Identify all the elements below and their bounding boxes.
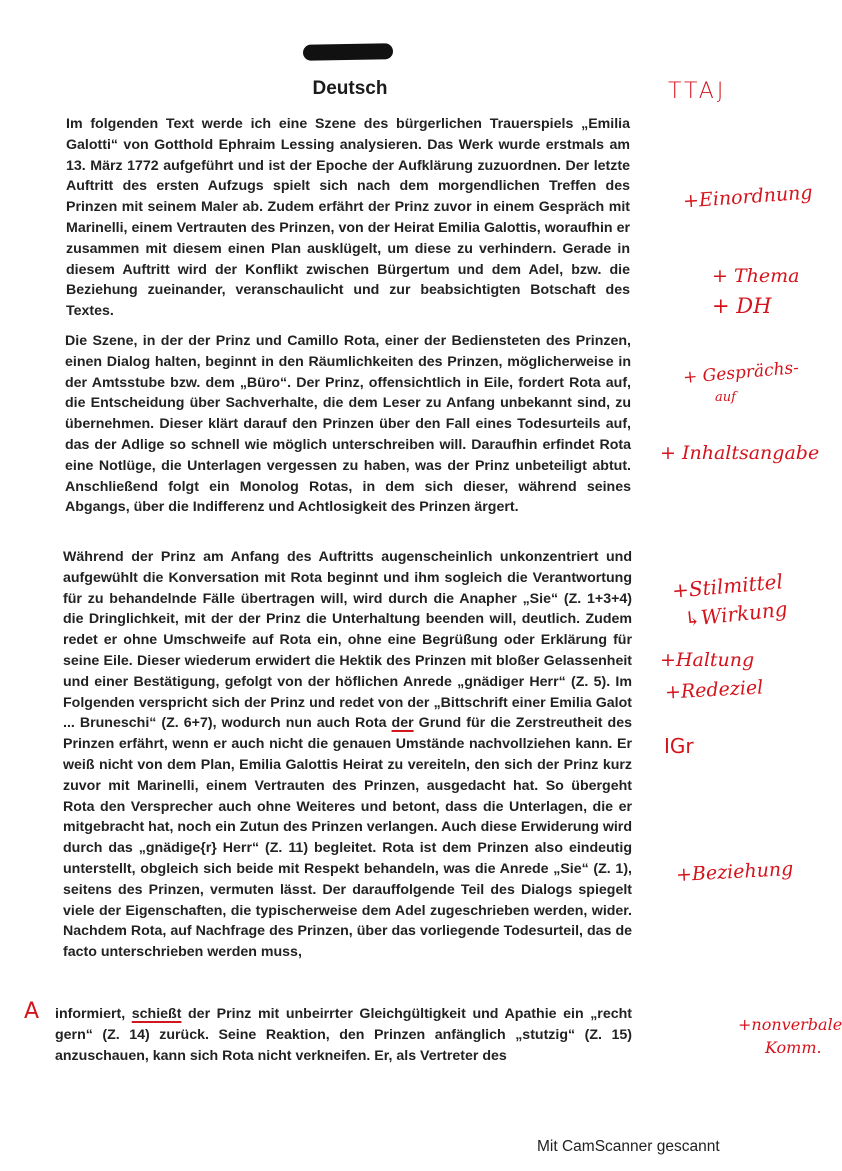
paragraph-analysis xyxy=(63,547,632,963)
margin-note-wirkung: ↳Wirkung xyxy=(682,596,789,632)
margin-note-ttaj: TTAJ xyxy=(668,79,727,104)
margin-note-nonverbale: +nonverbale xyxy=(738,1015,842,1034)
underlined-word-der: der xyxy=(391,715,414,732)
margin-note-dh: + DH xyxy=(712,294,772,318)
margin-note-stilmittel: +Stilmittel xyxy=(671,569,784,603)
paragraph-introduction: Im folgenden Text werde ich eine Szene des bürgerlichen Trauerspiels „Emilia Galotti“ von Gotthold Ephraim Lessing analysieren. Das Werk wurde erstmals am 13. März 1772 aufgeführt und ist der Epoche der Aufklärung zuzuordnen. Der letzte Auftritt des ersten Aufzugs spielt sich nach dem morgendlichen Treffen des Prinzen mit seinem Maler ab. Zudem erfährt der Prinz zuvor in einem Gespräch mit Marinelli, einem Vertrauten des Prinzen, von der Heirat Emilia Galottis, woraufhin er zusammen mit diesem einen Plan ausklügelt, um diese zu verhindern. Gerade in diesem Auftritt wird der Konflikt zwischen Bürgertum und dem Adel, bzw. die Beziehung zueinander, veranschaulicht und zur beabsichtigten Botschaft des Textes. xyxy=(66,116,630,320)
margin-note-gespraechs: + Gesprächs- xyxy=(682,357,800,389)
analysis-cont-part-1: informiert, xyxy=(55,1006,132,1022)
underlined-word-schiesst: schießt xyxy=(131,1006,182,1022)
margin-note-einordnung: +Einordnung xyxy=(682,181,814,213)
margin-note-auf: auf xyxy=(715,390,736,405)
analysis-cont-part-2: der Prinz mit unbeirrter Gleichgültigkeit und Apathie ein „recht gern“ (Z. 14) zurück. Seine Reaktion, den Prinzen anfänglich „stutzig“ (Z. 15) anzuschauen, kann sich Rota nicht verkneifen. Er, als Vertreter des xyxy=(55,1006,632,1064)
margin-note-komm: Komm. xyxy=(765,1038,822,1057)
scanner-watermark: Mit CamScanner gescannt xyxy=(537,1138,720,1155)
margin-mark-a: A xyxy=(24,999,40,1024)
margin-note-igr: IGr xyxy=(664,734,694,758)
analysis-text-part-2: Grund für die Zerstreutheit des Prinzen erfährt, wenn er auch nicht die genauen Umstände nachvollziehen kann. Er weiß nicht von dem Plan, Emilia Galottis Heirat zu vereiteln, den sich der Prinz kurz zuvor mit Marinelli, einem Vertrauten des Prinzen, ausgedacht hat. So übergeht Rota den Versprecher auch ohne Weiteres und betont, dass die Unterlagen, die er mitgebracht hat, noch ein Zutun des Prinzen verlangen. Auch diese Erwiderung wird durch das „gnädige{r} Herr“ (Z. 11) begleitet. Rota ist dem Prinzen also eindeutig unterstellt, obgleich sich beide mit Respekt behandeln, was die Anrede „Sie“ (Z. 1), seitens des Prinzen, vermuten lässt. Der darauffolgende Teil des Dialogs spiegelt viele der Eigenschaften, die typischerweise dem Adel zugeschrieben werden, wider. Nachdem Rota, auf Nachfrage des Prinzen, über das vorliegende Todesurteil, das de facto unterschrieben werden muss, xyxy=(63,715,632,961)
margin-note-redeziel: +Redeziel xyxy=(664,676,764,704)
paragraph-analysis-continued xyxy=(55,1004,632,1066)
page-title: Deutsch xyxy=(312,78,388,99)
margin-note-haltung: +Haltung xyxy=(660,649,755,671)
margin-note-thema: + Thema xyxy=(712,265,800,287)
margin-note-inhaltsangabe: + Inhaltsangabe xyxy=(660,442,820,464)
redacted-name-block xyxy=(303,43,393,61)
margin-note-beziehung: +Beziehung xyxy=(675,857,794,887)
analysis-text-part-1: Während der Prinz am Anfang des Auftritts augenscheinlich unkonzentriert und aufgewühlt die Konversation mit Rota beginnt und ihm sogleich die Verantwortung für zu behandelnde Fälle übertragen will, wird durch die Anapher „Sie“ (Z. 1+3+4) die Dringlichkeit, mit der der Prinz die Unterhaltung beenden will, deutlich. Zudem redet er ohne Umschweife auf Rota ein, ohne eine Begrüßung oder Erklärung für seine Eile. Dieser wiederum erwidert die Hektik des Prinzen mit bloßer Gelassenheit und einer Bestätigung, gefolgt von der höflichen Anrede „gnädiger Herr“ (Z. 5). Im Folgenden verspricht sich der Prinz und redet von der „Bittschrift einer Emilia Galot ... Bruneschi“ (Z. 6+7), wodurch nun auch Rota xyxy=(63,549,632,732)
paragraph-summary: Die Szene, in der der Prinz und Camillo Rota, einer der Bediensteten des Prinzen, einen Dialog halten, beginnt in den Räumlichkeiten des Prinzen, möglicherweise in der Amtsstube bzw. dem „Büro“. Der Prinz, offensichtlich in Eile, fordert Rota auf, die Entscheidung über Sachverhalte, die dem Leser zu Anfang unbekannt sind, zu übernehmen. Dieser klärt darauf den Prinzen über den Fall eines Todesurteils auf, das der Adlige so schnell wie möglich unterschreiben will. Daraufhin erfindet Rota eine Notlüge, die Unterlagen vergessen zu haben, was der Prinz unbeteiligt abtut. Anschließend folgt ein Monolog Rotas, in dem sich dieser, während seines Abgangs, über die Indifferenz und Achtlosigkeit des Prinzen ärgert. xyxy=(65,333,631,516)
